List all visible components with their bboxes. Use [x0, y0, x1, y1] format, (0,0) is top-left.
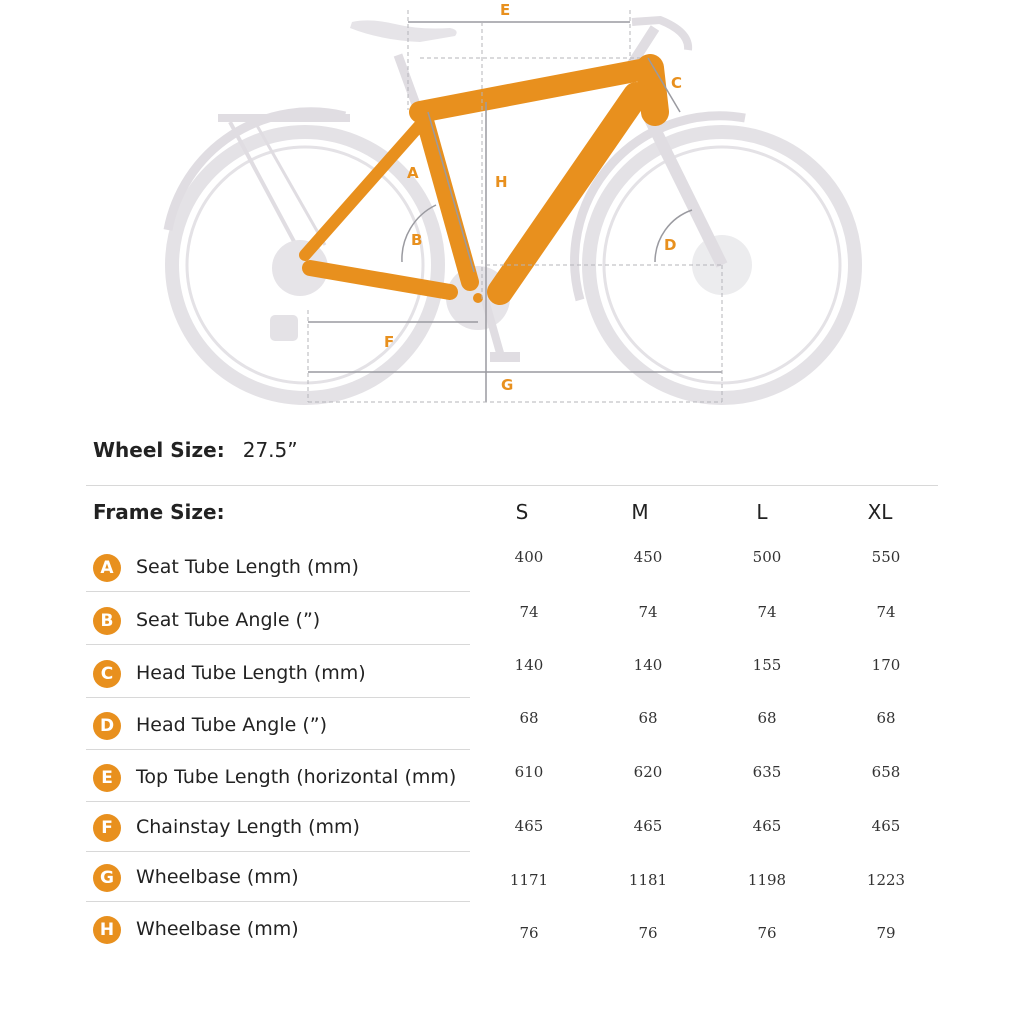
table-cell: 74	[638, 603, 658, 621]
dimension-badge: B	[93, 607, 121, 635]
dimension-label-b: B	[411, 231, 423, 249]
table-cell: 1198	[747, 871, 787, 889]
saddle	[350, 20, 457, 42]
row-divider	[86, 644, 470, 645]
dimension-lines	[308, 22, 722, 402]
size-header-s: S	[515, 500, 529, 524]
dimension-label-d: D	[664, 236, 677, 254]
table-cell: 140	[514, 656, 544, 674]
row-label: Seat Tube Angle (”)	[136, 609, 321, 631]
table-row	[86, 698, 470, 750]
table-row	[86, 902, 470, 954]
table-cell: 76	[757, 924, 777, 942]
row-label: Chainstay Length (mm)	[136, 816, 360, 838]
table-cell: 76	[638, 924, 658, 942]
row-label: Head Tube Length (mm)	[136, 662, 366, 684]
table-row	[86, 593, 470, 645]
dimension-label-e: E	[500, 1, 511, 19]
dimension-badge: H	[93, 916, 121, 944]
size-header-xl: XL	[867, 500, 893, 524]
dimension-label-f: F	[384, 333, 395, 351]
dimension-badge: E	[93, 764, 121, 792]
dimension-badge: A	[93, 554, 121, 582]
table-cell: 620	[633, 763, 663, 781]
table-cell: 155	[752, 656, 782, 674]
row-label: Wheelbase (mm)	[136, 866, 299, 888]
wheel-size-label: Wheel Size:	[93, 438, 225, 462]
dimension-badge: G	[93, 864, 121, 892]
table-cell: 635	[752, 763, 782, 781]
table-cell: 74	[519, 603, 539, 621]
table-cell: 68	[519, 709, 539, 727]
table-cell: 1223	[866, 871, 906, 889]
frame-size-label: Frame Size:	[93, 500, 225, 524]
table-cell: 465	[633, 817, 663, 835]
pedal	[490, 352, 520, 362]
size-header-m: M	[631, 500, 649, 524]
table-cell: 68	[757, 709, 777, 727]
dimension-badge: C	[93, 660, 121, 688]
table-row	[86, 750, 470, 802]
table-cell: 68	[876, 709, 896, 727]
table-cell: 79	[876, 924, 896, 942]
table-row	[86, 800, 470, 852]
table-cell: 465	[514, 817, 544, 835]
table-cell: 74	[876, 603, 896, 621]
dimension-label-a: A	[407, 164, 419, 182]
divider	[86, 485, 938, 486]
dimension-label-h: H	[495, 173, 508, 191]
table-cell: 76	[519, 924, 539, 942]
dimension-badge: D	[93, 712, 121, 740]
dimension-label-c: C	[671, 74, 683, 92]
table-cell: 465	[752, 817, 782, 835]
table-cell: 1181	[628, 871, 668, 889]
dimension-badge: F	[93, 814, 121, 842]
table-cell: 465	[871, 817, 901, 835]
table-cell: 1171	[509, 871, 549, 889]
row-label: Top Tube Length (horizontal (mm)	[136, 766, 457, 788]
table-row	[86, 540, 470, 592]
table-row	[86, 646, 470, 698]
row-label: Wheelbase (mm)	[136, 918, 299, 940]
table-cell: 400	[514, 548, 544, 566]
bike-geometry-diagram	[0, 0, 1024, 420]
table-row	[86, 850, 470, 902]
table-cell: 140	[633, 656, 663, 674]
table-cell: 610	[514, 763, 544, 781]
rear-derailleur	[270, 315, 298, 341]
table-cell: 170	[871, 656, 901, 674]
table-cell: 68	[638, 709, 658, 727]
row-divider	[86, 591, 470, 592]
dimension-label-g: G	[501, 376, 514, 394]
table-cell: 550	[871, 548, 901, 566]
row-label: Head Tube Angle (”)	[136, 714, 328, 736]
table-cell: 450	[633, 548, 663, 566]
wheel-size-value: 27.5”	[242, 438, 298, 462]
wheel-size-row	[93, 438, 298, 462]
row-label: Seat Tube Length (mm)	[136, 556, 359, 578]
table-cell: 500	[752, 548, 782, 566]
table-cell: 658	[871, 763, 901, 781]
table-cell: 74	[757, 603, 777, 621]
size-header-l: L	[756, 500, 768, 524]
